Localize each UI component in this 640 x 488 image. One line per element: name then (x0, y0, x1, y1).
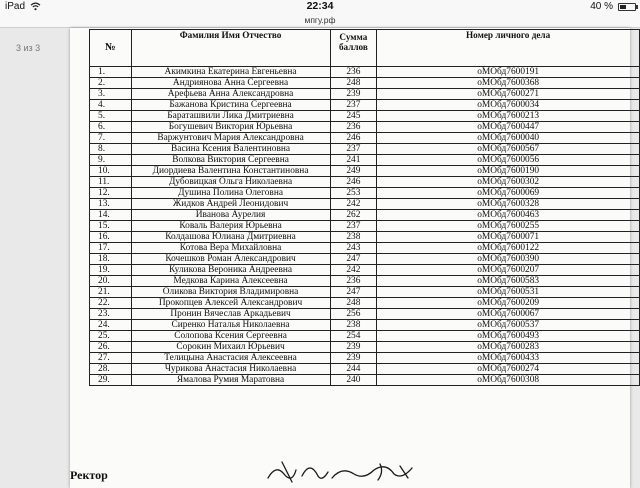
header-num: № (90, 30, 132, 67)
row-name: Иванова Аурелия (131, 210, 330, 221)
row-number: 16. (90, 232, 132, 243)
row-name: Котова Вера Михайловна (131, 243, 330, 254)
row-file-number: оМОбд7600209 (377, 298, 640, 309)
table-row (90, 89, 640, 100)
table-row (90, 210, 640, 221)
row-number: 22. (90, 298, 132, 309)
row-number: 10. (90, 166, 132, 177)
table-row (90, 155, 640, 166)
row-number: 5. (90, 111, 132, 122)
table-row (90, 111, 640, 122)
row-name: Богушевич Виктория Юрьевна (131, 122, 330, 133)
table-row (90, 353, 640, 364)
row-name: Куликова Вероника Андреевна (131, 265, 330, 276)
row-number: 13. (90, 199, 132, 210)
row-score: 247 (330, 254, 377, 265)
table-row (90, 133, 640, 144)
results-table (89, 29, 640, 386)
row-score: 245 (330, 111, 377, 122)
row-file-number: оМОбд7600308 (377, 375, 640, 386)
row-name: Кочешков Роман Александрович (131, 254, 330, 265)
table-row (90, 78, 640, 89)
row-number: 11. (90, 177, 132, 188)
row-score: 239 (330, 89, 377, 100)
table-header-row (90, 30, 640, 67)
row-score: 246 (330, 177, 377, 188)
carrier-label: iPad (5, 1, 26, 12)
row-file-number: оМОбд7600368 (377, 78, 640, 89)
row-name: Сиренко Наталья Николаевна (131, 320, 330, 331)
signature-drawing (262, 458, 432, 484)
row-file-number: оМОбд7600493 (377, 331, 640, 342)
row-number: 12. (90, 188, 132, 199)
row-score: 249 (330, 166, 377, 177)
row-score: 248 (330, 78, 377, 89)
row-score: 238 (330, 232, 377, 243)
table-row (90, 364, 640, 375)
row-name: Ямалова Румия Маратовна (131, 375, 330, 386)
table-row (90, 232, 640, 243)
row-score: 237 (330, 144, 377, 155)
table-row (90, 309, 640, 320)
row-score: 247 (330, 287, 377, 298)
row-number: 1. (90, 67, 132, 78)
row-name: Жидков Андрей Леонидович (131, 199, 330, 210)
table-row (90, 221, 640, 232)
table-row (90, 166, 640, 177)
row-number: 26. (90, 342, 132, 353)
row-number: 19. (90, 265, 132, 276)
row-name: Чурикова Анастасия Николаевна (131, 364, 330, 375)
table-row (90, 375, 640, 386)
row-number: 17. (90, 243, 132, 254)
header-score (330, 30, 377, 67)
row-score: 256 (330, 309, 377, 320)
address-bar[interactable]: мпгу.рф (0, 14, 640, 28)
row-file-number: оМОбд7600191 (377, 67, 640, 78)
row-file-number: оМОбд7600067 (377, 309, 640, 320)
row-name: Васина Ксения Валентиновна (131, 144, 330, 155)
row-file-number: оМОбд7600567 (377, 144, 640, 155)
row-score: 240 (330, 375, 377, 386)
table-row (90, 199, 640, 210)
table-row (90, 188, 640, 199)
battery-level (620, 5, 626, 9)
row-score: 248 (330, 298, 377, 309)
table-row (90, 320, 640, 331)
row-number: 23. (90, 309, 132, 320)
row-score: 246 (330, 133, 377, 144)
table-row (90, 254, 640, 265)
row-number: 6. (90, 122, 132, 133)
row-score: 239 (330, 353, 377, 364)
header-name: Фамилия Имя Отчество (131, 30, 330, 67)
table-row (90, 100, 640, 111)
table-row (90, 67, 640, 78)
row-name: Солопова Ксения Сергеевна (131, 331, 330, 342)
battery-icon (618, 3, 636, 11)
row-number: 21. (90, 287, 132, 298)
row-score: 262 (330, 210, 377, 221)
row-score: 243 (330, 243, 377, 254)
row-file-number: оМОбд7600447 (377, 122, 640, 133)
row-file-number: оМОбд7600583 (377, 276, 640, 287)
row-name: Андриянова Анна Сергеевна (131, 78, 330, 89)
row-score: 238 (330, 320, 377, 331)
row-number: 2. (90, 78, 132, 89)
table-row (90, 276, 640, 287)
row-number: 15. (90, 221, 132, 232)
row-name: Дубовицкая Ольга Николаевна (131, 177, 330, 188)
row-number: 4. (90, 100, 132, 111)
row-file-number: оМОбд7600328 (377, 199, 640, 210)
row-file-number: оМОбд7600034 (377, 100, 640, 111)
row-file-number: оМОбд7600040 (377, 133, 640, 144)
header-score-line1: Сумма (339, 32, 368, 42)
row-file-number: оМОбд7600056 (377, 155, 640, 166)
row-score: 236 (330, 67, 377, 78)
row-number: 8. (90, 144, 132, 155)
row-number: 7. (90, 133, 132, 144)
row-file-number: оМОбд7600433 (377, 353, 640, 364)
row-file-number: оМОбд7600122 (377, 243, 640, 254)
table-row (90, 243, 640, 254)
row-score: 236 (330, 122, 377, 133)
battery-percent: 40 % (590, 1, 613, 12)
header-file: Номер личного дела (377, 30, 640, 67)
row-file-number: оМОбд7600190 (377, 166, 640, 177)
row-name: Медкова Карина Алексеевна (131, 276, 330, 287)
row-file-number: оМОбд7600255 (377, 221, 640, 232)
row-file-number: оМОбд7600274 (377, 364, 640, 375)
table-row (90, 265, 640, 276)
row-score: 244 (330, 364, 377, 375)
row-file-number: оМОбд7600531 (377, 287, 640, 298)
row-score: 242 (330, 265, 377, 276)
row-name: Бажанова Кристина Сергеевна (131, 100, 330, 111)
row-name: Волкова Виктория Сергеевна (131, 155, 330, 166)
row-name: Диордиева Валентина Константиновна (131, 166, 330, 177)
status-bar (0, 0, 640, 14)
table-row (90, 122, 640, 133)
row-file-number: оМОбд7600071 (377, 232, 640, 243)
table-row (90, 287, 640, 298)
row-file-number: оМОбд7600390 (377, 254, 640, 265)
row-name: Арефьева Анна Александровна (131, 89, 330, 100)
row-score: 236 (330, 276, 377, 287)
row-number: 25. (90, 331, 132, 342)
row-name: Оликова Виктория Владимировна (131, 287, 330, 298)
row-file-number: оМОбд7600207 (377, 265, 640, 276)
clock: 22:34 (306, 0, 334, 12)
row-score: 241 (330, 155, 377, 166)
row-number: 18. (90, 254, 132, 265)
row-file-number: оМОбд7600069 (377, 188, 640, 199)
row-number: 27. (90, 353, 132, 364)
row-number: 3. (90, 89, 132, 100)
row-name: Прокопцев Алексей Александрович (131, 298, 330, 309)
row-file-number: оМОбд7600271 (377, 89, 640, 100)
row-name: Телицына Анастасия Алексеевна (131, 353, 330, 364)
row-file-number: оМОбд7600302 (377, 177, 640, 188)
row-score: 237 (330, 221, 377, 232)
table-row (90, 342, 640, 353)
row-name: Колдашова Юлиана Дмитриевна (131, 232, 330, 243)
row-file-number: оМОбд7600283 (377, 342, 640, 353)
row-name: Варжунтович Мария Александровна (131, 133, 330, 144)
table-row (90, 144, 640, 155)
row-number: 20. (90, 276, 132, 287)
table-row (90, 331, 640, 342)
row-file-number: оМОбд7600537 (377, 320, 640, 331)
footer-title: Ректор (70, 468, 108, 482)
row-score: 239 (330, 342, 377, 353)
table-row (90, 298, 640, 309)
row-score: 253 (330, 188, 377, 199)
row-name: Душина Полина Олеговна (131, 188, 330, 199)
row-file-number: оМОбд7600213 (377, 111, 640, 122)
row-name: Пронин Вячеслав Аркадьевич (131, 309, 330, 320)
row-name: Сорокин Михаил Юрьевич (131, 342, 330, 353)
row-number: 28. (90, 364, 132, 375)
page-counter: 3 из 3 (16, 43, 41, 53)
row-score: 237 (330, 100, 377, 111)
row-number: 14. (90, 210, 132, 221)
header-score-line2: баллов (338, 42, 368, 52)
table-row (90, 177, 640, 188)
row-score: 254 (330, 331, 377, 342)
row-name: Акимкина Екатерина Евгеньевна (131, 67, 330, 78)
row-number: 29. (90, 375, 132, 386)
row-number: 9. (90, 155, 132, 166)
row-score: 242 (330, 199, 377, 210)
row-name: Бараташвили Лика Дмитриевна (131, 111, 330, 122)
row-name: Коваль Валерия Юрьевна (131, 221, 330, 232)
row-file-number: оМОбд7600463 (377, 210, 640, 221)
row-number: 24. (90, 320, 132, 331)
